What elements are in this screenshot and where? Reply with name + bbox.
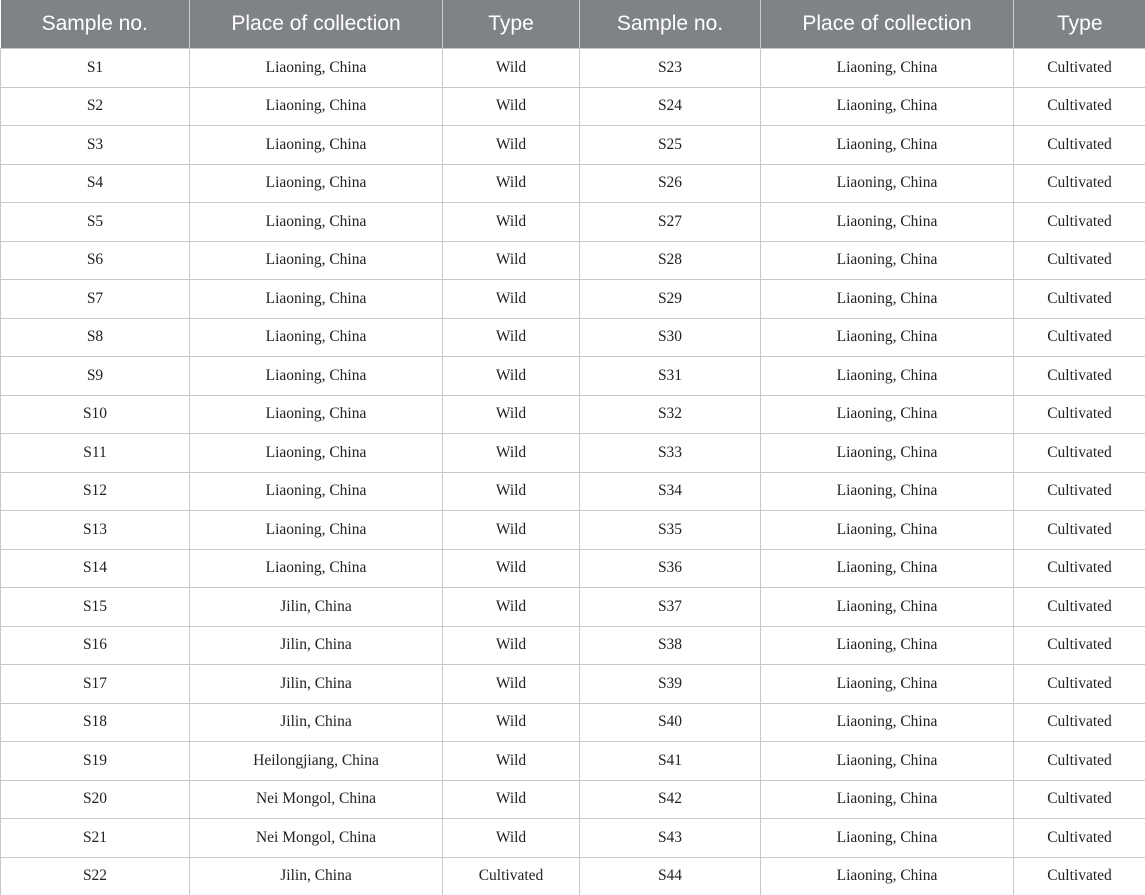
header-sample-no: Sample no.	[1, 0, 190, 49]
table-row	[1, 511, 1145, 550]
type-cell: Wild	[443, 472, 580, 511]
table-row	[1, 780, 1145, 819]
sample-no-cell: S36	[580, 549, 761, 588]
type-cell: Cultivated	[1014, 780, 1145, 819]
sample-no-cell: S38	[580, 626, 761, 665]
place-cell: Nei Mongol, China	[190, 780, 443, 819]
table-row	[1, 87, 1145, 126]
type-cell: Wild	[443, 87, 580, 126]
place-cell: Liaoning, China	[190, 357, 443, 396]
sample-no-cell: S3	[1, 126, 190, 165]
type-cell: Cultivated	[1014, 164, 1145, 203]
type-cell: Cultivated	[1014, 395, 1145, 434]
sample-no-cell: S40	[580, 703, 761, 742]
type-cell: Wild	[443, 665, 580, 704]
table-row	[1, 241, 1145, 280]
sample-no-cell: S21	[1, 819, 190, 858]
table-row	[1, 472, 1145, 511]
type-cell: Wild	[443, 241, 580, 280]
place-cell: Liaoning, China	[761, 203, 1014, 242]
sample-no-cell: S28	[580, 241, 761, 280]
place-cell: Liaoning, China	[190, 434, 443, 473]
type-cell: Wild	[443, 819, 580, 858]
type-cell: Cultivated	[1014, 280, 1145, 319]
place-cell: Jilin, China	[190, 626, 443, 665]
place-cell: Liaoning, China	[761, 819, 1014, 858]
table-row	[1, 280, 1145, 319]
place-cell: Liaoning, China	[761, 395, 1014, 434]
type-cell: Cultivated	[1014, 241, 1145, 280]
sample-no-cell: S2	[1, 87, 190, 126]
type-cell: Cultivated	[1014, 126, 1145, 165]
place-cell: Liaoning, China	[190, 49, 443, 88]
sample-no-cell: S10	[1, 395, 190, 434]
place-cell: Liaoning, China	[190, 126, 443, 165]
place-cell: Liaoning, China	[190, 511, 443, 550]
sample-no-cell: S16	[1, 626, 190, 665]
place-cell: Nei Mongol, China	[190, 819, 443, 858]
table-row	[1, 626, 1145, 665]
type-cell: Cultivated	[1014, 357, 1145, 396]
type-cell: Wild	[443, 780, 580, 819]
sample-no-cell: S22	[1, 857, 190, 895]
sample-no-cell: S20	[1, 780, 190, 819]
type-cell: Cultivated	[1014, 819, 1145, 858]
table-row	[1, 203, 1145, 242]
table-header	[1, 0, 1145, 49]
type-cell: Cultivated	[1014, 318, 1145, 357]
table-row	[1, 49, 1145, 88]
table-row	[1, 164, 1145, 203]
place-cell: Liaoning, China	[761, 49, 1014, 88]
type-cell: Wild	[443, 626, 580, 665]
sample-no-cell: S35	[580, 511, 761, 550]
sample-no-cell: S23	[580, 49, 761, 88]
type-cell: Cultivated	[1014, 49, 1145, 88]
place-cell: Jilin, China	[190, 665, 443, 704]
type-cell: Wild	[443, 203, 580, 242]
sample-no-cell: S42	[580, 780, 761, 819]
table-row	[1, 126, 1145, 165]
sample-no-cell: S8	[1, 318, 190, 357]
sample-no-cell: S43	[580, 819, 761, 858]
type-cell: Cultivated	[1014, 665, 1145, 704]
sample-no-cell: S4	[1, 164, 190, 203]
header-row	[1, 0, 1145, 49]
type-cell: Cultivated	[1014, 87, 1145, 126]
place-cell: Liaoning, China	[761, 588, 1014, 627]
sample-no-cell: S12	[1, 472, 190, 511]
sample-no-cell: S32	[580, 395, 761, 434]
place-cell: Liaoning, China	[190, 549, 443, 588]
place-cell: Liaoning, China	[761, 665, 1014, 704]
place-cell: Liaoning, China	[761, 511, 1014, 550]
table-row	[1, 588, 1145, 627]
sample-no-cell: S31	[580, 357, 761, 396]
table-row	[1, 819, 1145, 858]
sample-no-cell: S13	[1, 511, 190, 550]
place-cell: Liaoning, China	[190, 472, 443, 511]
table-row	[1, 665, 1145, 704]
place-cell: Liaoning, China	[761, 703, 1014, 742]
sample-no-cell: S24	[580, 87, 761, 126]
place-cell: Liaoning, China	[761, 164, 1014, 203]
sample-no-cell: S44	[580, 857, 761, 895]
table-row	[1, 742, 1145, 781]
type-cell: Wild	[443, 549, 580, 588]
place-cell: Jilin, China	[190, 588, 443, 627]
type-cell: Wild	[443, 703, 580, 742]
type-cell: Cultivated	[1014, 549, 1145, 588]
place-cell: Liaoning, China	[761, 626, 1014, 665]
sample-no-cell: S27	[580, 203, 761, 242]
place-cell: Liaoning, China	[761, 87, 1014, 126]
type-cell: Cultivated	[1014, 742, 1145, 781]
place-cell: Liaoning, China	[190, 164, 443, 203]
place-cell: Liaoning, China	[190, 241, 443, 280]
sample-no-cell: S33	[580, 434, 761, 473]
sample-no-cell: S25	[580, 126, 761, 165]
sample-no-cell: S14	[1, 549, 190, 588]
sample-no-cell: S6	[1, 241, 190, 280]
place-cell: Liaoning, China	[761, 126, 1014, 165]
place-cell: Liaoning, China	[190, 87, 443, 126]
type-cell: Wild	[443, 49, 580, 88]
table-row	[1, 549, 1145, 588]
type-cell: Cultivated	[1014, 703, 1145, 742]
sample-no-cell: S11	[1, 434, 190, 473]
place-cell: Liaoning, China	[761, 472, 1014, 511]
type-cell: Cultivated	[443, 857, 580, 895]
place-cell: Liaoning, China	[190, 203, 443, 242]
sample-no-cell: S18	[1, 703, 190, 742]
sample-no-cell: S19	[1, 742, 190, 781]
header-type: Type	[1014, 0, 1145, 49]
type-cell: Wild	[443, 395, 580, 434]
place-cell: Liaoning, China	[761, 780, 1014, 819]
type-cell: Cultivated	[1014, 203, 1145, 242]
place-cell: Liaoning, China	[761, 742, 1014, 781]
place-cell: Heilongjiang, China	[190, 742, 443, 781]
place-cell: Liaoning, China	[761, 434, 1014, 473]
place-cell: Jilin, China	[190, 703, 443, 742]
type-cell: Wild	[443, 434, 580, 473]
table-row	[1, 703, 1145, 742]
sample-no-cell: S15	[1, 588, 190, 627]
sample-no-cell: S7	[1, 280, 190, 319]
place-cell: Liaoning, China	[190, 280, 443, 319]
type-cell: Cultivated	[1014, 472, 1145, 511]
type-cell: Cultivated	[1014, 588, 1145, 627]
sample-no-cell: S5	[1, 203, 190, 242]
type-cell: Cultivated	[1014, 626, 1145, 665]
sample-no-cell: S37	[580, 588, 761, 627]
table-row	[1, 857, 1145, 895]
place-cell: Liaoning, China	[190, 318, 443, 357]
sample-no-cell: S1	[1, 49, 190, 88]
table-body	[1, 49, 1145, 895]
type-cell: Cultivated	[1014, 434, 1145, 473]
sample-no-cell: S39	[580, 665, 761, 704]
table-row	[1, 357, 1145, 396]
header-place-of-collection: Place of collection	[761, 0, 1014, 49]
type-cell: Cultivated	[1014, 857, 1145, 895]
sample-no-cell: S9	[1, 357, 190, 396]
type-cell: Cultivated	[1014, 511, 1145, 550]
sample-no-cell: S30	[580, 318, 761, 357]
type-cell: Wild	[443, 280, 580, 319]
sample-no-cell: S41	[580, 742, 761, 781]
place-cell: Liaoning, China	[761, 318, 1014, 357]
place-cell: Liaoning, China	[761, 357, 1014, 396]
header-type: Type	[443, 0, 580, 49]
header-place-of-collection: Place of collection	[190, 0, 443, 49]
place-cell: Liaoning, China	[761, 241, 1014, 280]
type-cell: Wild	[443, 318, 580, 357]
place-cell: Liaoning, China	[190, 395, 443, 434]
type-cell: Wild	[443, 742, 580, 781]
table-row	[1, 318, 1145, 357]
sample-no-cell: S17	[1, 665, 190, 704]
type-cell: Wild	[443, 357, 580, 396]
sample-no-cell: S29	[580, 280, 761, 319]
place-cell: Liaoning, China	[761, 549, 1014, 588]
place-cell: Jilin, China	[190, 857, 443, 895]
type-cell: Wild	[443, 511, 580, 550]
type-cell: Wild	[443, 126, 580, 165]
sample-no-cell: S26	[580, 164, 761, 203]
place-cell: Liaoning, China	[761, 857, 1014, 895]
table-row	[1, 395, 1145, 434]
type-cell: Wild	[443, 588, 580, 627]
type-cell: Wild	[443, 164, 580, 203]
table-row	[1, 434, 1145, 473]
header-sample-no: Sample no.	[580, 0, 761, 49]
place-cell: Liaoning, China	[761, 280, 1014, 319]
sample-no-cell: S34	[580, 472, 761, 511]
